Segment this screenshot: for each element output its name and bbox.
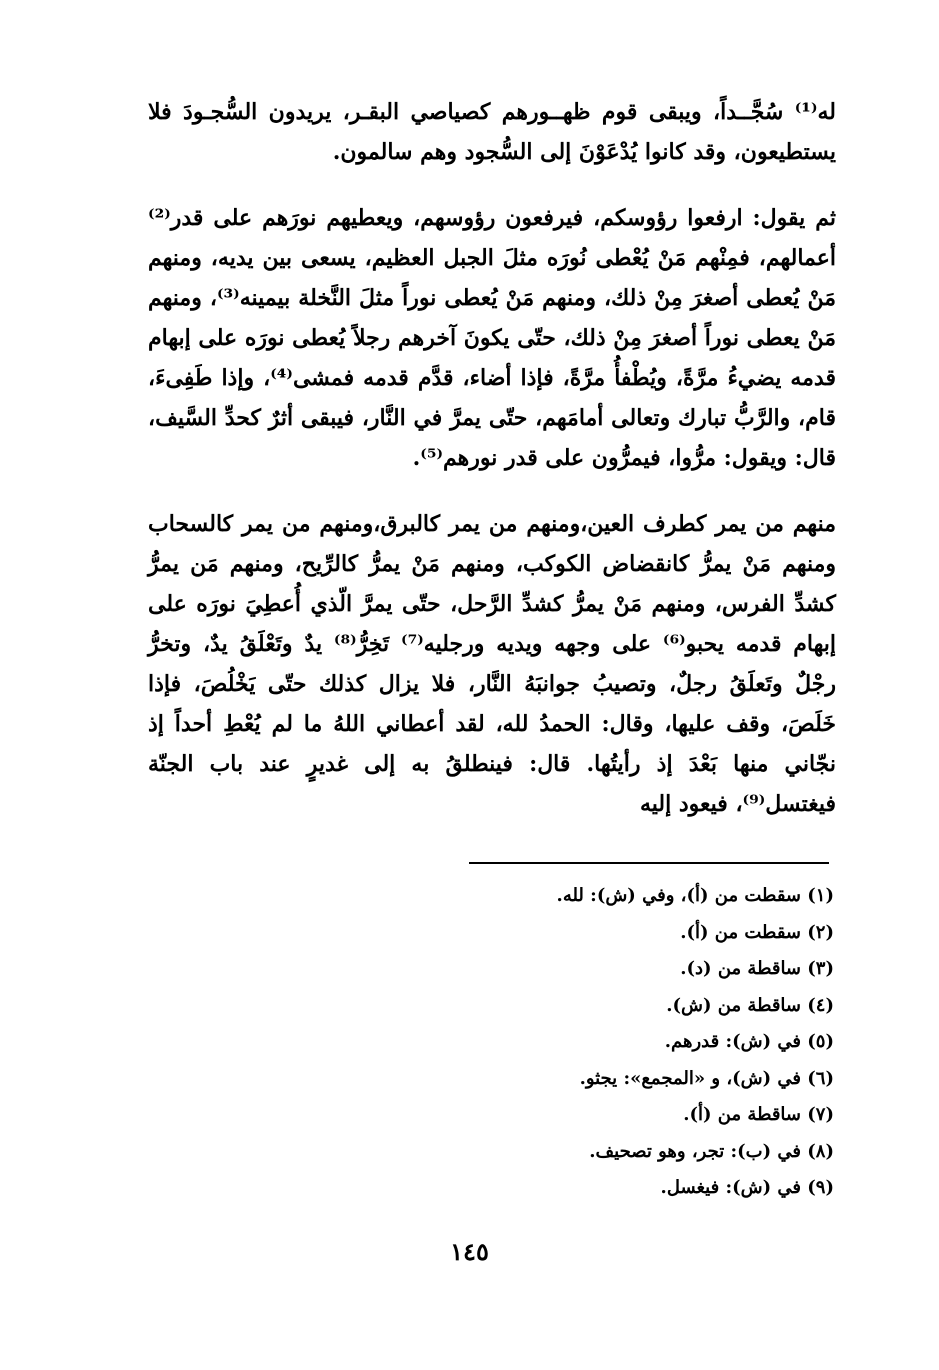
footnote-8: (٨) في (ب): تجر، وهو تصحيف.	[589, 1140, 834, 1162]
footnote-6: (٦) في (ش)، و «المجمع»: يجثو.	[579, 1067, 834, 1089]
page-number: ١٤٥	[450, 1237, 489, 1266]
footnote-2: (٢) سقطت من (أ).	[680, 921, 834, 943]
paragraph-2: ثم يقول: ارفعوا رؤوسكم، فيرفعون رؤوسهم، ويعطيهم نورَهم على قدر⁽²⁾ أعمالهم، فمِنْهم مَنْ يُعْطى نُورَه مثلَ الجبل العظيم، يسعى بين يديه، ومنهم مَنْ يُعطى أصغرَ مِنْ ذلك، ومنهم مَنْ يُعطى نوراً مثلَ النَّخلة بيمينه⁽³⁾، ومنهم مَنْ يعطى نوراً أصغرَ مِنْ ذلك، حتّى يكونَ آخرهم رجلاً يُعطى نورَه على إبهام قدمه يضيءُ مرَّةً، ويُطْفأُ مرَّةً، فإذا أضاء، قدَّم قدمه فمشى⁽⁴⁾، وإذا طَفِىءَ، قام، والرَّبُّ تبارك وتعالى أمامَهم، حتّى يمرَّ في النَّار، فيبقى أثرٌ كحدِّ السَّيف، قال: ويقول: مرُّوا، فيمرُّون على قدر نورهم⁽⁵⁾.	[148, 205, 836, 471]
footnotes	[300, 878, 834, 1207]
main-text	[148, 92, 836, 824]
footnote-separator	[469, 862, 829, 864]
footnote-7: (٧) ساقطة من (أ).	[683, 1104, 834, 1125]
footnote-5: (٥) في (ش): قدرهم.	[664, 1031, 834, 1052]
paragraph-3: منهم من يمر كطرف العين،ومنهم من يمر كالبرق،ومنهم من يمر كالسحاب ومنهم مَنْ يمرُّ كانقضاض الكوكب، ومنهم مَنْ يمرُّ كالرِّيح، ومنهم مَن يمرُّ كشدِّ الفرس، ومنهم مَنْ يمرُّ كشدِّ الرَّحل، حتّى يمرَّ الّذي أُعطِيَ نورَه على إبهام قدمه يحبو⁽⁶⁾ على وجهه ويديه ورجليه⁽⁷⁾ تَخِرُّ⁽⁸⁾ يدٌ وتَعْلَقُ يدٌ، وتخرُّ رجْلٌ وتَعلَقُ رجلٌ، وتصيبُ جوانبَهُ النَّار، فلا يزال كذلك حتّى يَخْلُصَ، فإذا خَلَصَ، وقف عليها، وقال: الحمدُ لله، لقد أعطاني اللهُ ما لم يُعْطِ أحداً إذ نجّاني منها بَعْدَ إذ رأيتُها. قال: فينطلقُ به إلى غديرٍ عند باب الجنّة فيغتسل⁽⁹⁾، فيعود إليه	[148, 511, 837, 817]
paragraph-1: له⁽¹⁾ سُجَّــداً، ويبقى قوم ظهــورهم كصياصي البقـر، يريدون السُّجـودَ فلا يستطيعون، وقد كانوا يُدْعَوْنَ إلى السُّجود وهم سالمون.	[148, 99, 836, 165]
footnote-9: (٩) في (ش): فيغسل.	[660, 1177, 834, 1198]
footnote-4: (٤) ساقطة من (ش).	[666, 994, 834, 1016]
footnote-3: (٣) ساقطة من (د).	[680, 958, 834, 979]
footnote-1: (١) سقطت من (أ)، وفي (ش): لله.	[556, 885, 834, 906]
